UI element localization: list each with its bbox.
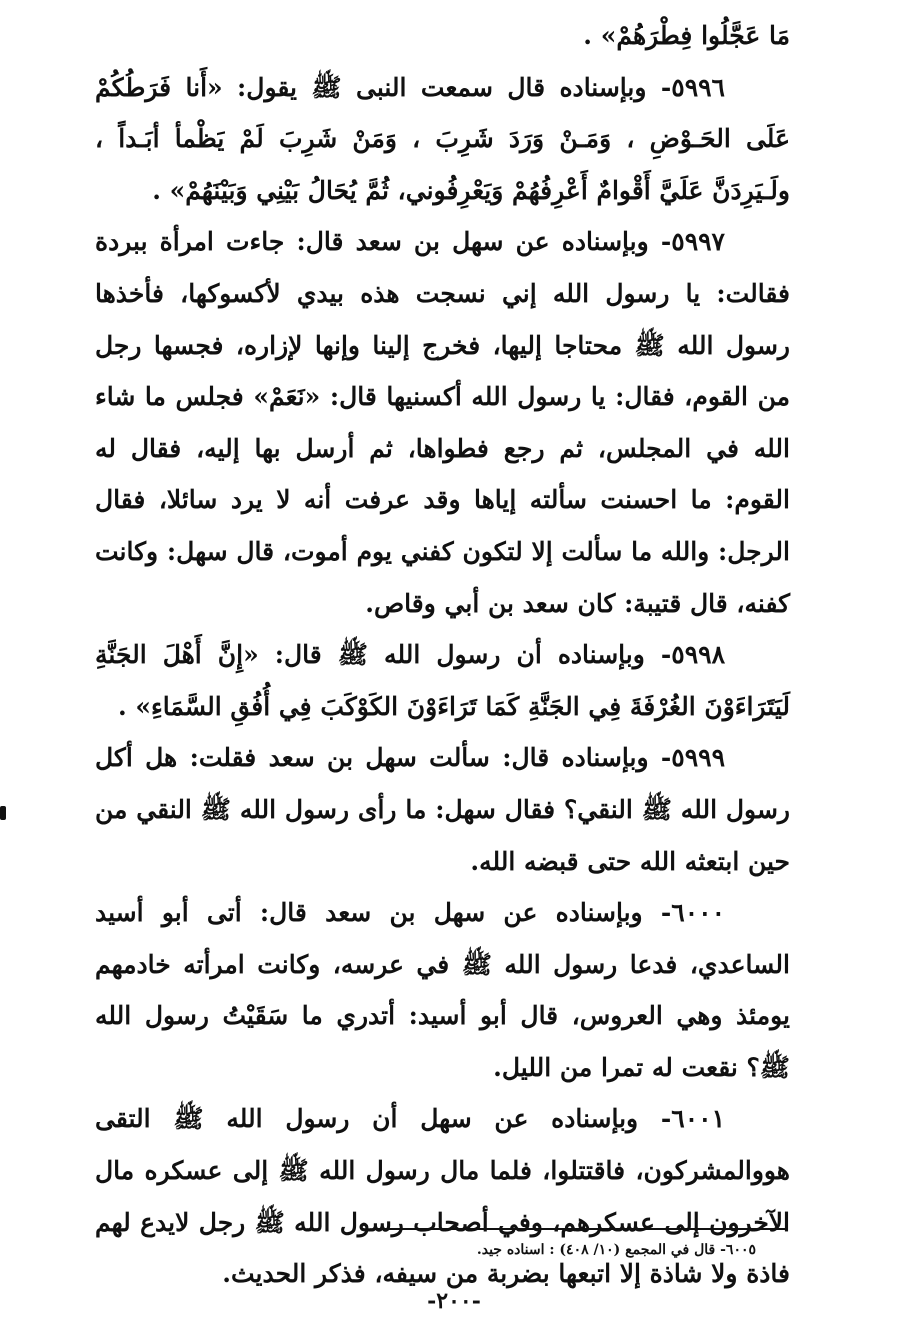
hadith-text: وبإسناده عن سهل بن سعد قال: جاءت امرأة ببردة فقالت: يا رسول الله إني نسجت هذه بيدي لأكسوكها، فأخذها رسول الله ﷺ محتاجا إليها، فخرج إلينا وإنها لإزاره، فجسها رجل من القوم، فقال: يا رسول الله أكسنيها قال: «نَعَمْ» فجلس ما شاء الله في المجلس، ثم رجع فطواها، ثم أرسل بها إليه، فقال له القوم: ما احسنت سألته إياها وقد عرفت أنه لا يرد سائلا، فقال الرجل: والله ما سألت إلا لتكون كفني يوم أموت، قال سهل: وكانت كفنه، قال قتيبة: كان سعد بن أبي وقاص. [95,227,790,618]
hadith-6000 [95,887,790,1093]
scan-margin-mark [0,806,6,820]
hadith-5997 [95,216,790,629]
footnote: ٦٠٠٥- قال في المجمع (١٠/ ٤٠٨) : اسناده جيد. [476,1242,756,1258]
hadith-number: ٥٩٩٩- [660,743,725,773]
hadith-text: وبإسناده قال: سألت سهل بن سعد فقلت: هل أكل رسول الله ﷺ النقي؟ فقال سهل: ما رأى رسول الله ﷺ النقي من حين ابتعثه الله حتى قبضه الله. [95,743,790,876]
hadith-text: وبإسناده عن سهل بن سعد قال: أتى أبو أسيد الساعدي، فدعا رسول الله ﷺ في عرسه، وكانت امرأته خادمهم يومئذ وهي العروس، قال أبو أسيد: أتدري ما سَقَيْتُ رسول الله ﷺ؟ نقعت له تمرا من الليل. [95,898,790,1082]
hadith-number: ٦٠٠١- [660,1104,725,1134]
hadith-number: ٥٩٩٧- [660,227,725,257]
hadith-5996 [95,62,790,217]
footnote-divider [378,1228,786,1230]
hadith-5998 [95,629,790,732]
hadith-text: وبإسناده أن رسول الله ﷺ قال: «إِنَّ أَهْلَ الجَنَّةِ لَيَتَرَاءَوْنَ الغُرْفَةَ فِي الجَنَّةِ كَمَا تَرَاءَوْنَ الكَوْكَبَ فِي أُفُقِ السَّمَاءِ» . [95,640,790,721]
main-text [95,10,790,1300]
page-number: -٢٠٠- [427,1288,481,1314]
hadith-number: ٦٠٠٠- [660,898,725,928]
hadith-6001 [95,1093,790,1299]
hadith-text: وبإسناده قال سمعت النبى ﷺ يقول: «أَنا فَرَطُكُمْ عَلَى الحَـوْضِ ، وَمَـنْ وَرَدَ شَرِبَ ، وَمَنْ شَرِبَ لَمْ يَظْمأ أبَـداً ، ولَـيَرِدَنَّ عَلَيَّ أَقْوامٌ أَعْرِفُهُمْ وَيَعْرِفُوني، ثُمَّ يُحَالُ بَيْنِي وَبَيْنَهُمْ» . [95,72,790,205]
hadith-number: ٥٩٩٦- [660,72,725,102]
paragraph-continuation [95,10,790,62]
paragraph-text: مَا عَجَّلُوا فِطْرَهُمْ» . [583,21,790,50]
hadith-5999 [95,732,790,887]
hadith-text: وبإسناده عن سهل أن رسول الله ﷺ التقى هووالمشركون، فاقتتلوا، فلما مال رسول الله ﷺ إلى عسكره مال الآخرون إلى عسكرهم، وفي أصحاب رسول الله ﷺ رجل لايدع لهم فاذة ولا شاذة إلا اتبعها بضربة من سيفه، فذكر الحديث. [95,1104,790,1289]
hadith-number: ٥٩٩٨- [660,640,725,670]
